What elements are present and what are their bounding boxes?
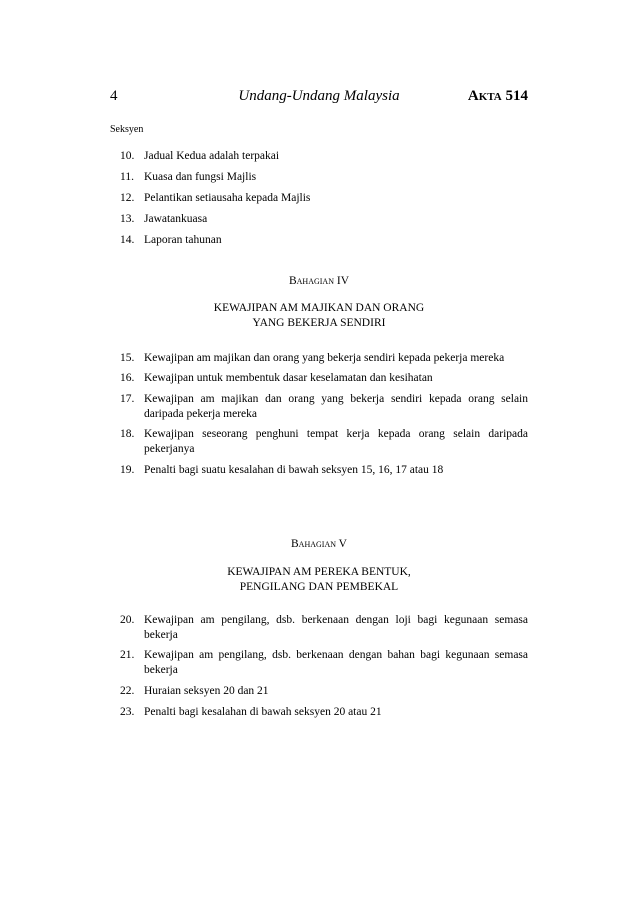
item-text: Kuasa dan fungsi Majlis xyxy=(144,171,257,183)
item-number: 21. xyxy=(120,649,135,661)
list-item xyxy=(110,191,528,206)
item-number: 22. xyxy=(120,685,135,697)
item-text: Laporan tahunan xyxy=(144,234,222,246)
list-item xyxy=(110,463,528,478)
item-number: 11. xyxy=(120,171,134,183)
page-number: 4 xyxy=(110,88,118,104)
item-number: 10. xyxy=(120,150,135,162)
list-item xyxy=(110,705,528,720)
list-item xyxy=(110,648,528,678)
item-number: 20. xyxy=(120,614,135,626)
list-item xyxy=(110,149,528,164)
item-number: 18. xyxy=(120,428,135,440)
list-item xyxy=(110,371,528,386)
item-number: 14. xyxy=(120,234,135,246)
item-text: Pelantikan setiausaha kepada Majlis xyxy=(144,192,311,204)
act-label-text: Akta 514 xyxy=(467,88,528,104)
item-text: Kewajipan untuk membentuk dasar keselamatan dan kesihatan xyxy=(144,372,433,384)
page-header xyxy=(110,88,528,112)
item-number: 23. xyxy=(120,706,135,718)
item-text: Penalti bagi kesalahan di bawah seksyen 20 atau 21 xyxy=(144,706,382,718)
list-item xyxy=(110,233,528,248)
list-item xyxy=(110,212,528,227)
item-text: Jawatankuasa xyxy=(144,213,208,225)
part-4-title-line-1: KEWAJIPAN AM MAJIKAN DAN ORANG xyxy=(213,302,425,314)
list-item xyxy=(110,392,528,422)
running-title: Undang-Undang Malaysia xyxy=(238,88,400,104)
item-number: 15. xyxy=(120,352,135,364)
part-4-label: Bahagian IV xyxy=(288,275,349,287)
section-list-part-5 xyxy=(110,613,528,720)
list-item xyxy=(110,427,528,457)
item-text: Kewajipan am majikan dan orang yang bekerja sendiri kepada orang selain daripada pekerja mereka xyxy=(144,393,528,420)
item-text: Kewajipan am majikan dan orang yang bekerja sendiri kepada pekerja mereka xyxy=(144,352,505,364)
part-4-title-line-2: YANG BEKERJA SENDIRI xyxy=(252,317,386,329)
list-item xyxy=(110,170,528,185)
section-list-group-1 xyxy=(110,149,528,248)
seksyen-label: Seksyen xyxy=(110,124,144,135)
item-text: Kewajipan seseorang penghuni tempat kerja kepada orang selain daripada pekerjanya xyxy=(144,428,528,455)
part-5-title-line-1: KEWAJIPAN AM PEREKA BENTUK, xyxy=(227,566,411,578)
item-number: 17. xyxy=(120,393,135,405)
item-text: Penalti bagi suatu kesalahan di bawah seksyen 15, 16, 17 atau 18 xyxy=(144,464,444,476)
item-number: 13. xyxy=(120,213,135,225)
part-5-title-line-2: PENGILANG DAN PEMBEKAL xyxy=(239,581,399,593)
list-item xyxy=(110,613,528,643)
item-number: 16. xyxy=(120,372,135,384)
list-item xyxy=(110,351,528,366)
list-item xyxy=(110,684,528,699)
item-text: Jadual Kedua adalah terpakai xyxy=(144,150,280,162)
section-list-part-4 xyxy=(110,351,528,478)
act-label xyxy=(468,88,528,105)
item-text: Kewajipan am pengilang, dsb. berkenaan dengan loji bagi kegunaan semasa bekerja xyxy=(144,614,528,641)
part-5-label: Bahagian V xyxy=(291,538,347,550)
item-text: Kewajipan am pengilang, dsb. berkenaan dengan bahan bagi kegunaan semasa bekerja xyxy=(144,649,528,676)
item-number: 12. xyxy=(120,192,135,204)
item-number: 19. xyxy=(120,464,135,476)
item-text: Huraian seksyen 20 dan 21 xyxy=(144,685,269,697)
